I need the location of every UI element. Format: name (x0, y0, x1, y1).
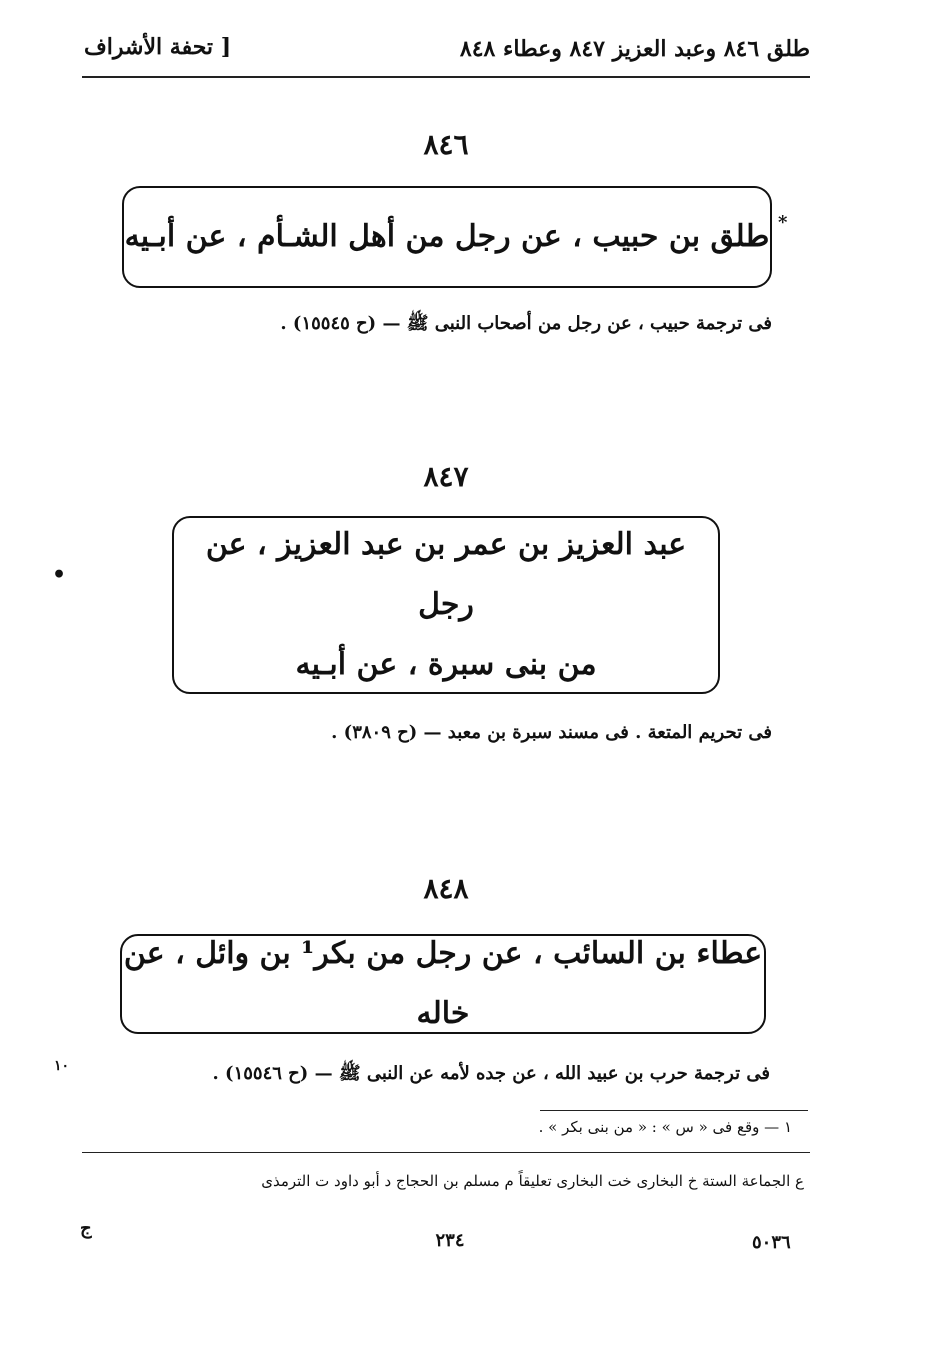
narrator-box (172, 516, 720, 694)
footnote: ١ — وقع فى « س » : « من بنى بكر » . (538, 1118, 792, 1136)
abbreviations-key: ع الجماعة الستة خ البخارى خت البخارى تعليقاً م مسلم بن الحجاج د أبو داود ت الترمذى (261, 1172, 804, 1190)
header-rule (82, 76, 810, 78)
volume-code: ٥٠٣٦ (752, 1232, 791, 1253)
narrator-box (120, 934, 766, 1034)
page-number: ٢٣٤ (435, 1230, 465, 1251)
source-reference: فى ترجمة حرب بن عبيد الله ، عن جده لأمه عن النبى ﷺ — (ح ١٥٥٤٦) . (212, 1063, 770, 1084)
entry-marker: • (52, 562, 67, 588)
running-header-title: طلق ٨٤٦ وعبد العزيز ٨٤٧ وعطاء ٨٤٨ (459, 36, 810, 62)
source-reference: فى ترجمة حبيب ، عن رجل من أصحاب النبى ﷺ — (ح ١٥٥٤٥) . (280, 313, 772, 334)
abbreviations-rule (82, 1152, 810, 1153)
narrator-line: عبد العزيز بن عمر بن عبد العزيز ، عن رجل (205, 527, 687, 622)
entry-marker: * (778, 212, 788, 233)
narrator-line: من بنى سبرة ، عن أبـيه (295, 647, 597, 682)
footer-mark: ج (80, 1218, 92, 1239)
entry-number: ٨٤٨ (423, 872, 469, 905)
footnote-rule (540, 1110, 808, 1111)
book-title: [ تحفة الأشراف (84, 34, 232, 60)
line-number-marker: ١٠ (54, 1058, 70, 1074)
narrator-line: عطاء بن السائب ، عن رجل من بكر¹ بن وائل ، عن خاله (123, 936, 763, 1031)
entry-number: ٨٤٦ (423, 128, 469, 161)
narrator-line: طلق بن حبيب ، عن رجل من أهل الشـأم ، عن أبـيه (124, 219, 770, 254)
entry-number: ٨٤٧ (423, 460, 469, 493)
narrator-box (122, 186, 772, 288)
source-reference: فى تحريم المتعة . فى مسند سبرة بن معبد — (ح ٣٨٠٩) . (331, 722, 772, 743)
